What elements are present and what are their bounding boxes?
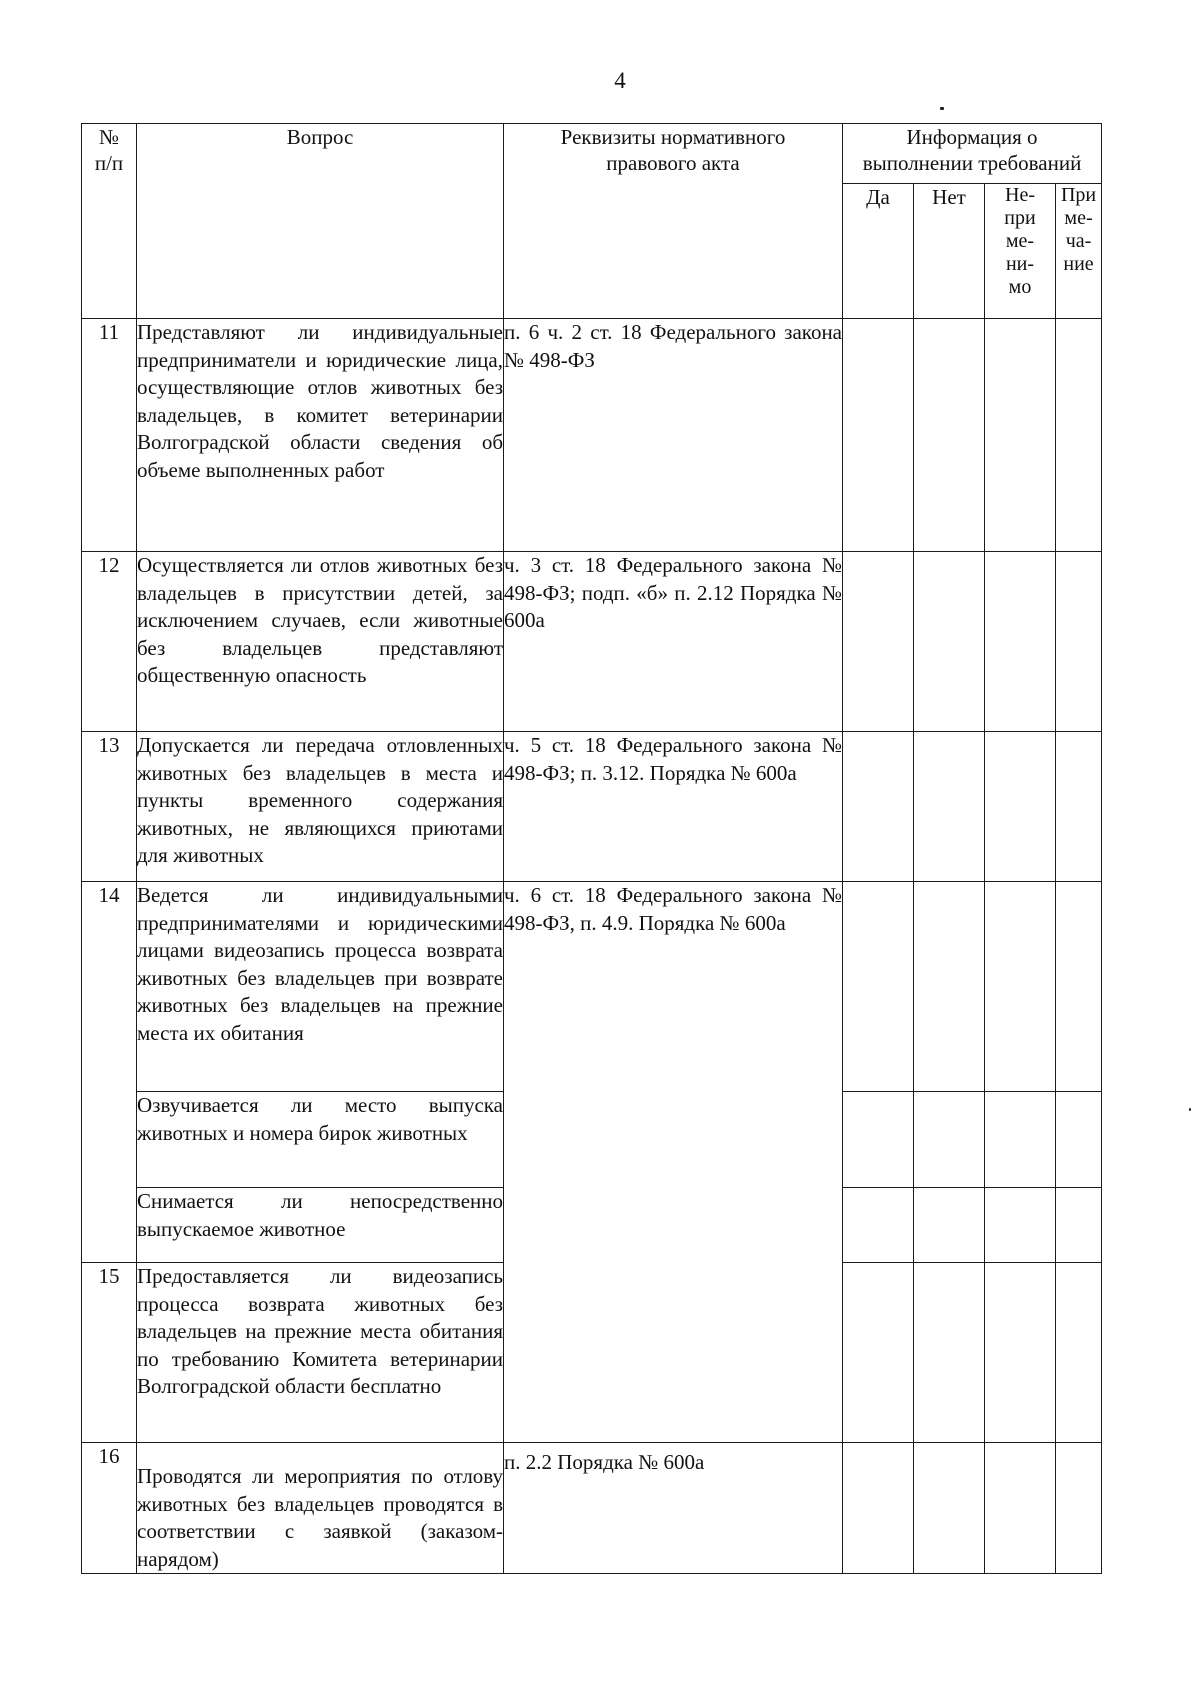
cell-note: [1056, 1443, 1102, 1574]
row-number: 15: [82, 1263, 137, 1443]
header-reference-label: Реквизиты нормативного правового акта: [560, 125, 786, 175]
row-reference: п. 2.2 Порядка № 600а: [504, 1443, 843, 1574]
header-reference: [504, 124, 843, 319]
table-row: [82, 882, 1102, 1092]
row-question: Представляют ли индивидуальные предприниматели и юридические лица, осуществляющие отлов животных без владельцев, в комитет ветеринарии Волгоградской области сведения об объеме выполненных работ: [137, 319, 504, 552]
compliance-checklist-table: [81, 123, 1102, 1574]
cell-not-applicable: [985, 1092, 1056, 1188]
page-number: 4: [614, 68, 626, 93]
cell-note: [1056, 552, 1102, 732]
row-number: 12: [82, 552, 137, 732]
header-no: [914, 184, 985, 319]
row-question: Допускается ли передача отловленных животных без владельцев в места и пункты временного содержания животных, не являющихся приютами для животных: [137, 732, 504, 882]
header-note: [1056, 184, 1102, 319]
header-not-applicable-label: Не- при ме- ни- мо: [1004, 184, 1036, 298]
header-question-label: Вопрос: [286, 125, 354, 149]
cell-no: [914, 1443, 985, 1574]
cell-note: [1056, 1263, 1102, 1443]
cell-yes: [843, 882, 914, 1092]
cell-no: [914, 732, 985, 882]
cell-note: [1056, 732, 1102, 882]
cell-note: [1056, 319, 1102, 552]
cell-yes: [843, 732, 914, 882]
scan-speck: [1189, 1108, 1191, 1111]
cell-no: [914, 882, 985, 1092]
table-row: [82, 319, 1102, 552]
table-row: [82, 732, 1102, 882]
header-question: [137, 124, 504, 319]
cell-note: [1056, 1092, 1102, 1188]
cell-no: [914, 1188, 985, 1263]
cell-not-applicable: [985, 732, 1056, 882]
cell-not-applicable: [985, 552, 1056, 732]
table-row: [82, 1443, 1102, 1574]
row-number: 11: [82, 319, 137, 552]
row-number: 14: [82, 882, 137, 1263]
header-number-label: № п/п: [94, 125, 124, 175]
header-yes: [843, 184, 914, 319]
cell-not-applicable: [985, 319, 1056, 552]
cell-no: [914, 1092, 985, 1188]
row-reference: ч. 5 ст. 18 Федерального закона № 498-ФЗ; п. 3.12. Порядка № 600а: [504, 732, 843, 882]
row-question: Ведется ли индивидуальными предпринимателями и юридическими лицами видеозапись процесса возврата животных без владельцев при возврате животных без владельцев на прежние места их обитания: [137, 882, 504, 1092]
cell-yes: [843, 1263, 914, 1443]
cell-not-applicable: [985, 1263, 1056, 1443]
row-number: 16: [82, 1443, 137, 1574]
cell-yes: [843, 552, 914, 732]
row-question: Проводятся ли мероприятия по отлову животных без владельцев проводятся в соответствии с заявкой (заказом-нарядом): [137, 1443, 504, 1574]
header-compliance-group: [843, 124, 1102, 184]
header-compliance-group-label: Информация о выполнении требований: [862, 125, 1082, 175]
cell-yes: [843, 1092, 914, 1188]
header-yes-label: Да: [866, 185, 890, 209]
cell-not-applicable: [985, 882, 1056, 1092]
header-number: [82, 124, 137, 319]
cell-no: [914, 319, 985, 552]
scan-speck: [940, 107, 944, 110]
cell-yes: [843, 319, 914, 552]
row-question: Осуществляется ли отлов животных без владельцев в присутствии детей, за исключением случаев, если животные без владельцев представляют общественную опасность: [137, 552, 504, 732]
cell-no: [914, 552, 985, 732]
cell-note: [1056, 1188, 1102, 1263]
table-row: [82, 552, 1102, 732]
row-number: 13: [82, 732, 137, 882]
cell-yes: [843, 1188, 914, 1263]
header-note-label: При ме- ча- ние: [1060, 184, 1097, 275]
row-sub-question: Озвучивается ли место выпуска животных и номера бирок животных: [137, 1092, 504, 1188]
cell-not-applicable: [985, 1188, 1056, 1263]
row-sub-question: Снимается ли непосредственно выпускаемое животное: [137, 1188, 504, 1263]
header-no-label: Нет: [932, 185, 966, 209]
cell-not-applicable: [985, 1443, 1056, 1574]
row-reference: ч. 3 ст. 18 Федерального закона № 498-ФЗ; подп. «б» п. 2.12 Порядка № 600а: [504, 552, 843, 732]
cell-note: [1056, 882, 1102, 1092]
row-reference: ч. 6 ст. 18 Федерального закона № 498-ФЗ, п. 4.9. Порядка № 600а: [504, 882, 843, 1443]
row-question: Предоставляется ли видеозапись процесса возврата животных без владельцев на прежние места обитания по требованию Комитета ветеринарии Волгоградской области бесплатно: [137, 1263, 504, 1443]
row-reference: п. 6 ч. 2 ст. 18 Федерального закона № 498-ФЗ: [504, 319, 843, 552]
cell-yes: [843, 1443, 914, 1574]
header-not-applicable: [985, 184, 1056, 319]
cell-no: [914, 1263, 985, 1443]
